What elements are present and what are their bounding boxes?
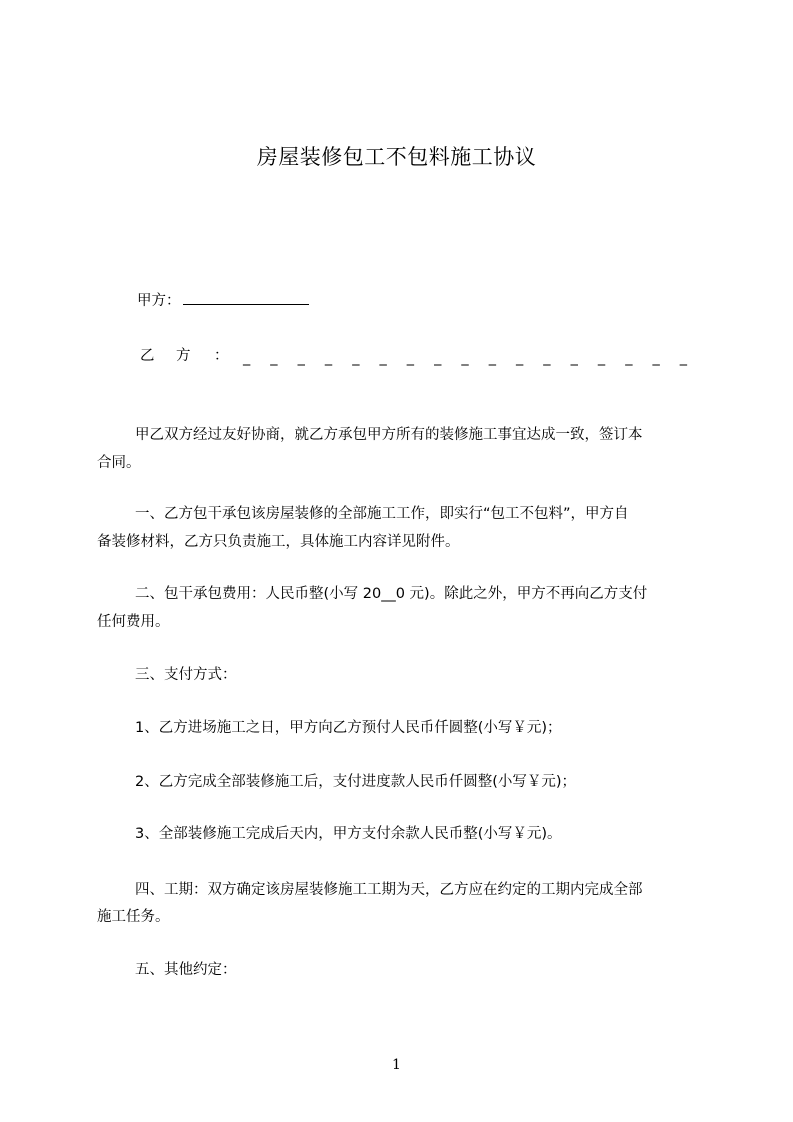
blank-dash: _: [379, 350, 387, 366]
clause-1-line-1: 一、乙方包干承包该房屋装修的全部施工工作，即实行“包工不包料”，甲方自: [135, 506, 629, 522]
party-b-blank: [243, 348, 703, 368]
blank-dash: _: [352, 350, 360, 366]
blank-dash: _: [652, 350, 660, 366]
blank-dash: _: [516, 350, 524, 366]
blank-dash: _: [434, 350, 442, 366]
payment-item: 2、乙方完成全部装修施工后，支付进度款人民币仟圆整(小写￥元)；: [135, 774, 577, 790]
payment-item: 3、全部装修施工完成后天内，甲方支付余款人民币整(小写￥元)。: [135, 826, 562, 842]
page-number: 1: [392, 1057, 401, 1073]
blank-dash: _: [570, 350, 578, 366]
blank-dash: _: [543, 350, 551, 366]
blank-dash: _: [297, 350, 305, 366]
clause-4-line-1: 四、工期：双方确定该房屋装修施工工期为天，乙方应在约定的工期内完成全部: [135, 882, 643, 898]
blank-dash: _: [488, 350, 496, 366]
intro-line-2: 合同。: [97, 455, 141, 471]
blank-dash: _: [461, 350, 469, 366]
blank-dash: _: [625, 350, 633, 366]
party-a-blank: [183, 290, 309, 305]
party-a-line: [137, 290, 309, 311]
clause-5-heading: 五、其他约定：: [135, 962, 237, 978]
clause-2-line-2: 任何费用。: [97, 614, 170, 630]
party-b-label: [140, 346, 230, 366]
blank-dash: _: [597, 350, 606, 366]
document-title: 房屋装修包工不包料施工协议: [256, 145, 537, 169]
blank-dash: _: [270, 350, 278, 366]
party-a-label: 甲方：: [137, 293, 181, 309]
clause-2-line-1: 二、包干承包费用：人民币整(小写 20__0 元)。除此之外，甲方不再向乙方支付: [135, 586, 648, 602]
blank-dash: _: [243, 350, 251, 366]
clause-1-line-2: 备装修材料，乙方只负责施工，具体施工内容详见附件。: [97, 534, 460, 550]
intro-line-1: 甲乙双方经过友好协商，就乙方承包甲方所有的装修施工事宜达成一致，签订本: [135, 427, 643, 443]
blank-dash: _: [679, 350, 688, 366]
blank-dash: _: [324, 350, 333, 366]
party-b-colon: ：: [214, 348, 229, 364]
party-b-char-2: 方: [176, 348, 191, 364]
payment-item: 1、乙方进场施工之日，甲方向乙方预付人民币仟圆整(小写￥元)；: [135, 720, 562, 736]
clause-4-line-2: 施工任务。: [97, 909, 170, 925]
blank-dash: _: [406, 350, 415, 366]
party-b-char-1: 乙: [140, 348, 155, 364]
clause-3-heading: 三、支付方式：: [135, 667, 237, 683]
